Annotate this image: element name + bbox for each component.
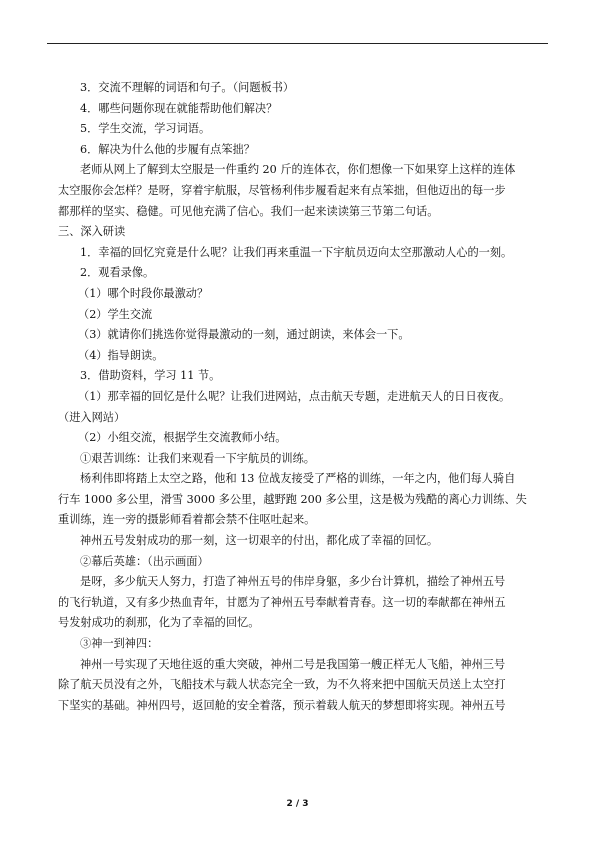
text-line: 3．借助资料，学习 11 节。 [80,369,221,383]
text-line: 6．解决为什么他的步履有点笨拙？ [80,142,255,156]
text-line: 除了航天员没有之外，飞船技术与载人状态完全一致，为不久将来把中国航天员送上太空打 [58,678,506,692]
text-line: 是呀，多少航天人努力，打造了神州五号的伟岸身躯，多少台计算机，描绘了神州五号 [80,575,506,589]
text-line: （1）哪个时段你最激动？ [78,286,209,300]
text-line: 太空服你会怎样？是呀，穿着宇航服，尽管杨利伟步履看起来有点笨拙，但他迈出的每一步 [58,183,506,197]
text-line: （2）学生交流 [78,307,153,321]
text-line: ①艰苦训练：让我们来观看一下宇航员的训练。 [80,451,315,465]
text-line: （进入网站） [58,410,126,424]
text-line: 杨利伟即将踏上太空之路，他和 13 位战友接受了严格的训练，一年之内，他们每人骑自 [80,472,516,486]
text-line: ②幕后英雄：（出示画面） [80,554,209,568]
text-line: 5．学生交流，学习词语。 [80,122,211,136]
text-line: 重训练，连一旁的摄影师看着都会禁不住呕吐起来。 [58,513,316,527]
text-line: 三、深入研读 [58,225,126,239]
text-line: （3）就请你们挑选你觉得最激动的一刻，通过朗读，来体会一下。 [78,328,410,342]
header-rule [47,43,548,44]
text-line: （1）那幸福的回忆是什么呢？让我们进网站，点击航天专题，走进航天人的日日夜夜。 [78,389,511,403]
text-line: 行车 1000 多公里，滑雪 3000 多公里，越野跑 200 多公里，这是极为残酷的离心力训练、失 [58,492,527,506]
page-number: 2 / 3 [286,799,309,809]
text-line: （2）小组交流，根据学生交流教师小结。 [78,431,287,445]
document-body [58,78,540,716]
text-line: 神州一号实现了天地往返的重大突破，神州二号是我国第一艘正样无人飞船，神州三号 [80,657,506,671]
text-line: 老师从网上了解到太空服是一件重约 20 斤的连体衣，你们想像一下如果穿上这样的连体 [80,163,516,177]
text-line: 4．哪些问题你现在就能帮助他们解决？ [80,101,278,115]
text-line: 下坚实的基础。神州四号，返回舱的安全着落，预示着载人航天的梦想即将实现。神州五号 [58,698,506,712]
text-line: 的飞行轨道，又有多少热血青年，甘愿为了神州五号奉献着青春。这一切的奉献都在神州五 [58,595,506,609]
text-line: 神州五号发射成功的那一刻，这一切艰辛的付出，都化成了幸福的回忆。 [80,534,439,548]
text-line: 都那样的坚实、稳健。可见他充满了信心。我们一起来读读第三节第二句话。 [58,204,439,218]
text-line: 2．观看录像。 [80,266,155,280]
text-line: 3．交流不理解的词语和句子。（问题板书） [80,81,295,94]
text-line: 1．幸福的回忆究竟是什么呢？让我们再来重温一下宇航员迈向太空那激动人心的一刻。 [80,245,513,259]
text-line: 号发射成功的刹那，化为了幸福的回忆。 [58,616,260,630]
text-line: （4）指导朗读。 [78,348,164,362]
text-line: ③神一到神四： [80,637,159,651]
